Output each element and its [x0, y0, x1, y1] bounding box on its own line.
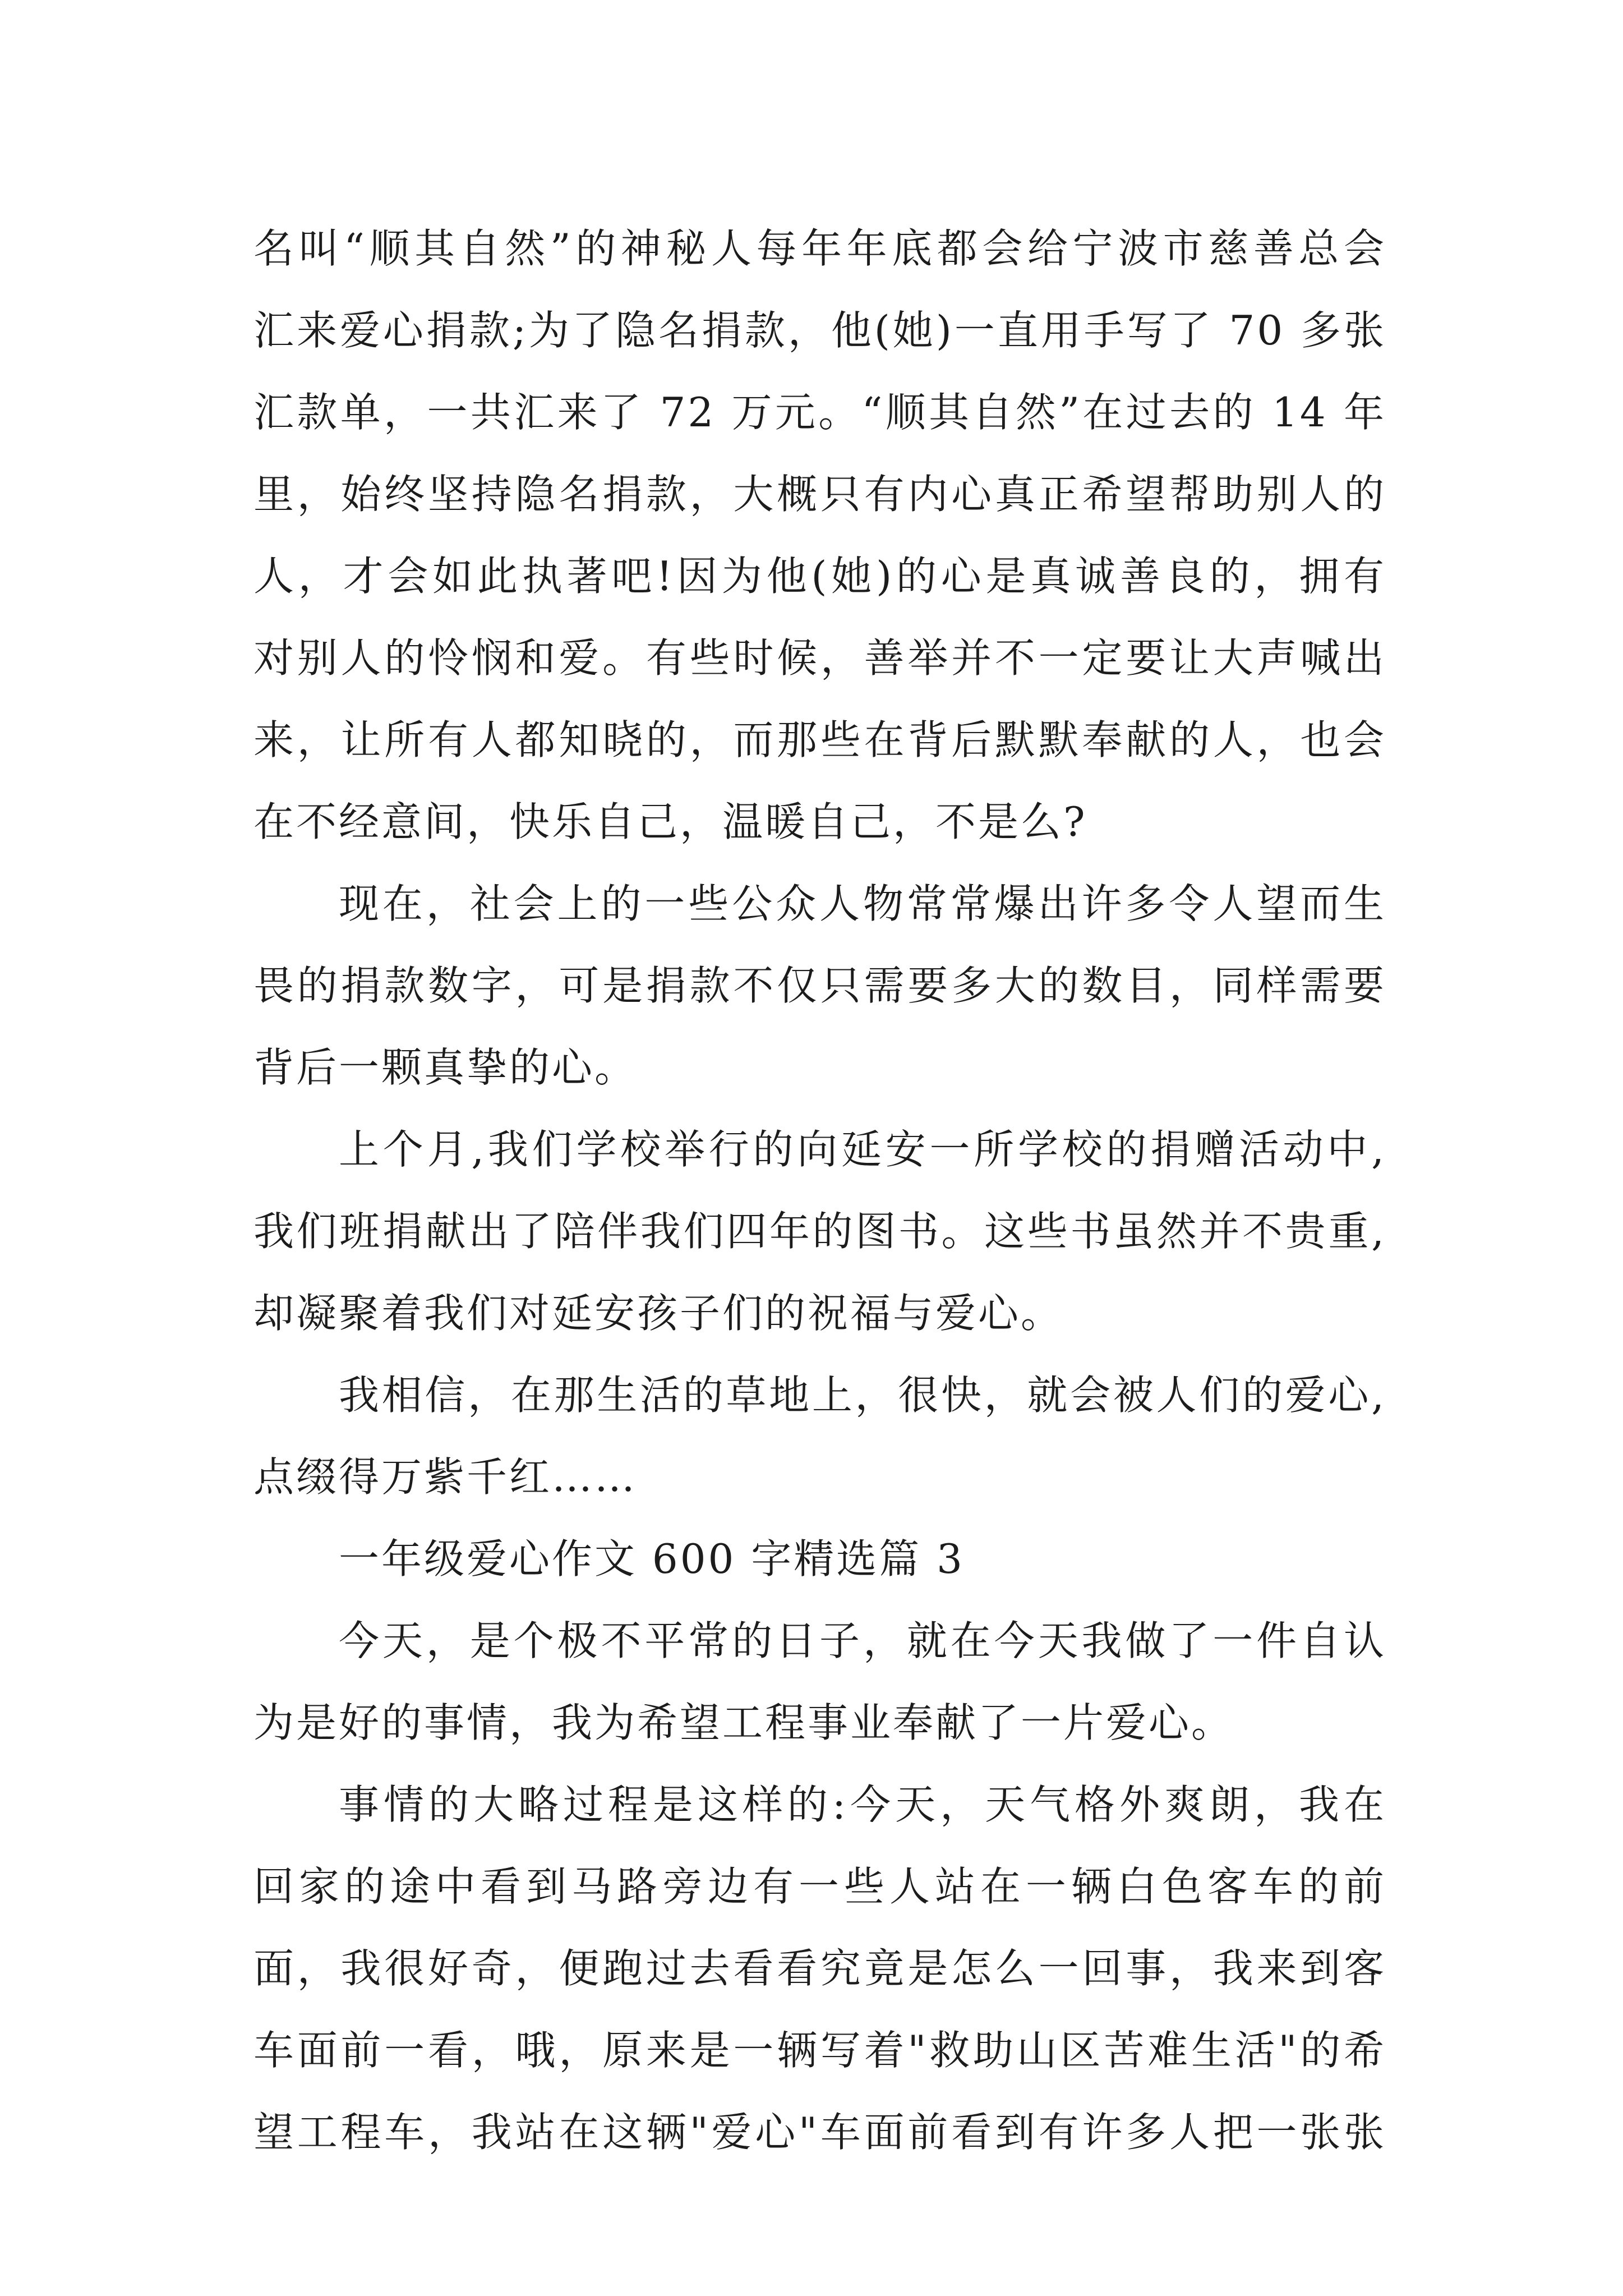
text-line: 今天，是个极不平常的日子，就在今天我做了一件自认 [339, 1617, 1386, 1664]
paragraph-1 [253, 208, 1386, 863]
text-line: 现在，社会上的一些公众人物常常爆出许多令人望而生 [339, 880, 1386, 927]
text-line: 在不经意间，快乐自己，温暖自己，不是么? [253, 798, 1087, 845]
text-line: 上个月,我们学校举行的向延安一所学校的捐赠活动中, [339, 1126, 1386, 1173]
paragraph-3 [253, 1108, 1386, 1354]
heading-line: 一年级爱心作文 600 字精选篇 3 [339, 1535, 965, 1582]
text-line: 里，始终坚持隐名捐款，大概只有内心真正希望帮助别人的 [253, 471, 1386, 518]
text-line: 回家的途中看到马路旁边有一些人站在一辆白色客车的前 [253, 1863, 1386, 1910]
text-line: 人，才会如此执著吧!因为他(她)的心是真诚善良的，拥有 [253, 553, 1386, 600]
text-line: 对别人的怜悯和爱。有些时候，善举并不一定要让大声喊出 [253, 634, 1386, 682]
paragraph-5 [253, 1600, 1386, 1764]
text-line: 却凝聚着我们对延安孩子们的祝福与爱心。 [253, 1290, 1064, 1337]
text-line: 为是好的事情，我为希望工程事业奉献了一片爱心。 [253, 1699, 1234, 1746]
section-heading [253, 1518, 1386, 1600]
paragraph-2 [253, 863, 1386, 1108]
text-line: 我相信，在那生活的草地上，很快，就会被人们的爱心, [339, 1372, 1386, 1419]
text-line: 来，让所有人都知晓的，而那些在背后默默奉献的人，也会 [253, 716, 1386, 763]
text-line: 背后一颗真挚的心。 [253, 1044, 638, 1091]
article-body [253, 208, 1386, 2173]
text-line: 面，我很好奇，便跑过去看看究竟是怎么一回事，我来到客 [253, 1945, 1386, 1992]
text-line: 畏的捐款数字，可是捐款不仅只需要多大的数目，同样需要 [253, 962, 1386, 1009]
paragraph-4 [253, 1354, 1386, 1518]
text-line: 望工程车，我站在这辆"爱心"车面前看到有许多人把一张张 [253, 2109, 1386, 2156]
text-line: 名叫“顺其自然”的神秘人每年年底都会给宁波市慈善总会 [253, 225, 1386, 272]
text-line: 点缀得万紫千红…… [253, 1453, 638, 1501]
paragraph-6 [253, 1764, 1386, 2173]
text-line: 汇来爱心捐款;为了隐名捐款，他(她)一直用手写了 70 多张 [253, 307, 1386, 354]
text-line: 我们班捐献出了陪伴我们四年的图书。这些书虽然并不贵重, [253, 1208, 1386, 1255]
text-line: 事情的大略过程是这样的:今天，天气格外爽朗，我在 [339, 1781, 1386, 1828]
text-line: 汇款单，一共汇来了 72 万元。“顺其自然”在过去的 14 年 [253, 389, 1386, 436]
text-line: 车面前一看，哦，原来是一辆写着"救助山区苦难生活"的希 [253, 2027, 1386, 2074]
